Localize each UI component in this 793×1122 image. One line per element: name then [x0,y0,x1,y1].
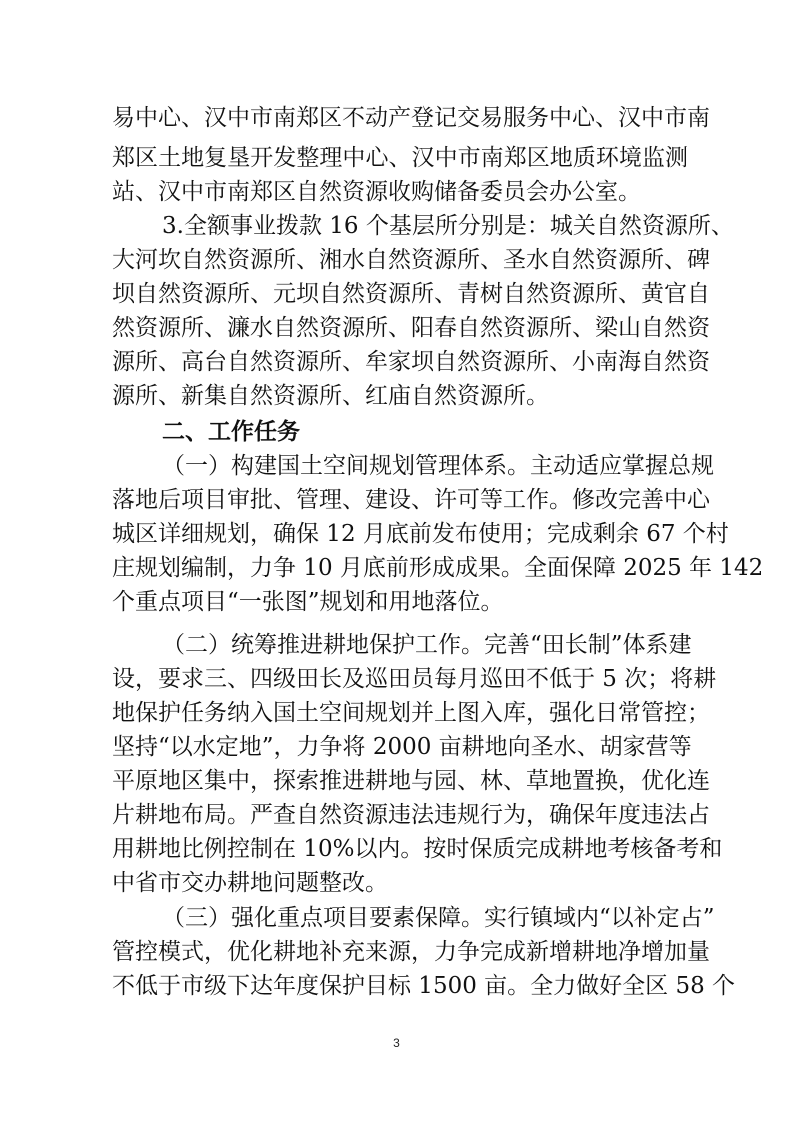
body-text-line: 管控模式，优化耕地补充来源，力争完成新增耕地净增加量 [112,939,710,965]
page-number: 3 [393,1036,400,1050]
body-text-line: 片耕地布局。严查自然资源违法违规行为，确保年度违法占 [112,802,710,828]
body-text-line: 易中心、汉中市南郑区不动产登记交易服务中心、汉中市南 [112,105,710,131]
body-text-line: 郑区土地复垦开发整理中心、汉中市南郑区地质环境监测 [112,145,688,171]
body-text-line: 3.全额事业拨款 16 个基层所分别是：城关自然资源所、 [162,213,734,239]
body-text-line: 落地后项目审批、管理、建设、许可等工作。修改完善中心 [112,487,710,513]
body-text-line: 源所、新集自然资源所、红庙自然资源所。 [112,383,549,409]
body-text-line: 用耕地比例控制在 10%以内。按时保质完成耕地考核备考和 [112,836,723,862]
body-text-line: 坝自然资源所、元坝自然资源所、青树自然资源所、黄官自 [112,281,710,307]
body-text-line: 地保护任务纳入国土空间规划并上图入库，强化日常管控； [112,700,710,726]
body-text-line: 坚持“以水定地”，力争将 2000 亩耕地向圣水、胡家营等 [112,734,692,760]
body-text-line: 中省市交办耕地问题整改。 [112,870,388,896]
body-text-line: 庄规划编制，力争 10 月底前形成成果。全面保障 2025 年 142 [112,555,764,581]
body-text-line: （二）统筹推进耕地保护工作。完善“田长制”体系建 [162,632,692,658]
body-text-line: 站、汉中市南郑区自然资源收购储备委员会办公室。 [112,179,641,205]
body-text-line: 平原地区集中，探索推进耕地与园、林、草地置换，优化连 [112,768,710,794]
body-text-line: 不低于市级下达年度保护目标 1500 亩。全力做好全区 58 个 [112,973,736,999]
body-text-line: 设，要求三、四级田长及巡田员每月巡田不低于 5 次；将耕 [112,666,717,692]
body-text-line: （一）构建国土空间规划管理体系。主动适应掌握总规 [162,453,714,479]
body-text-line: 然资源所、濂水自然资源所、阳春自然资源所、梁山自然资 [112,315,710,341]
body-text-line: 城区详细规划，确保 12 月底前发布使用；完成剩余 67 个村 [112,521,729,547]
body-text-line: 大河坎自然资源所、湘水自然资源所、圣水自然资源所、碑 [112,247,710,273]
body-text-line: 个重点项目“一张图”规划和用地落位。 [112,589,504,615]
body-text-line: 源所、高台自然资源所、牟家坝自然资源所、小南海自然资 [112,349,710,375]
body-text-line: （三）强化重点项目要素保障。实行镇域内“以补定占” [162,905,715,931]
section-heading: 二、工作任务 [162,419,300,445]
